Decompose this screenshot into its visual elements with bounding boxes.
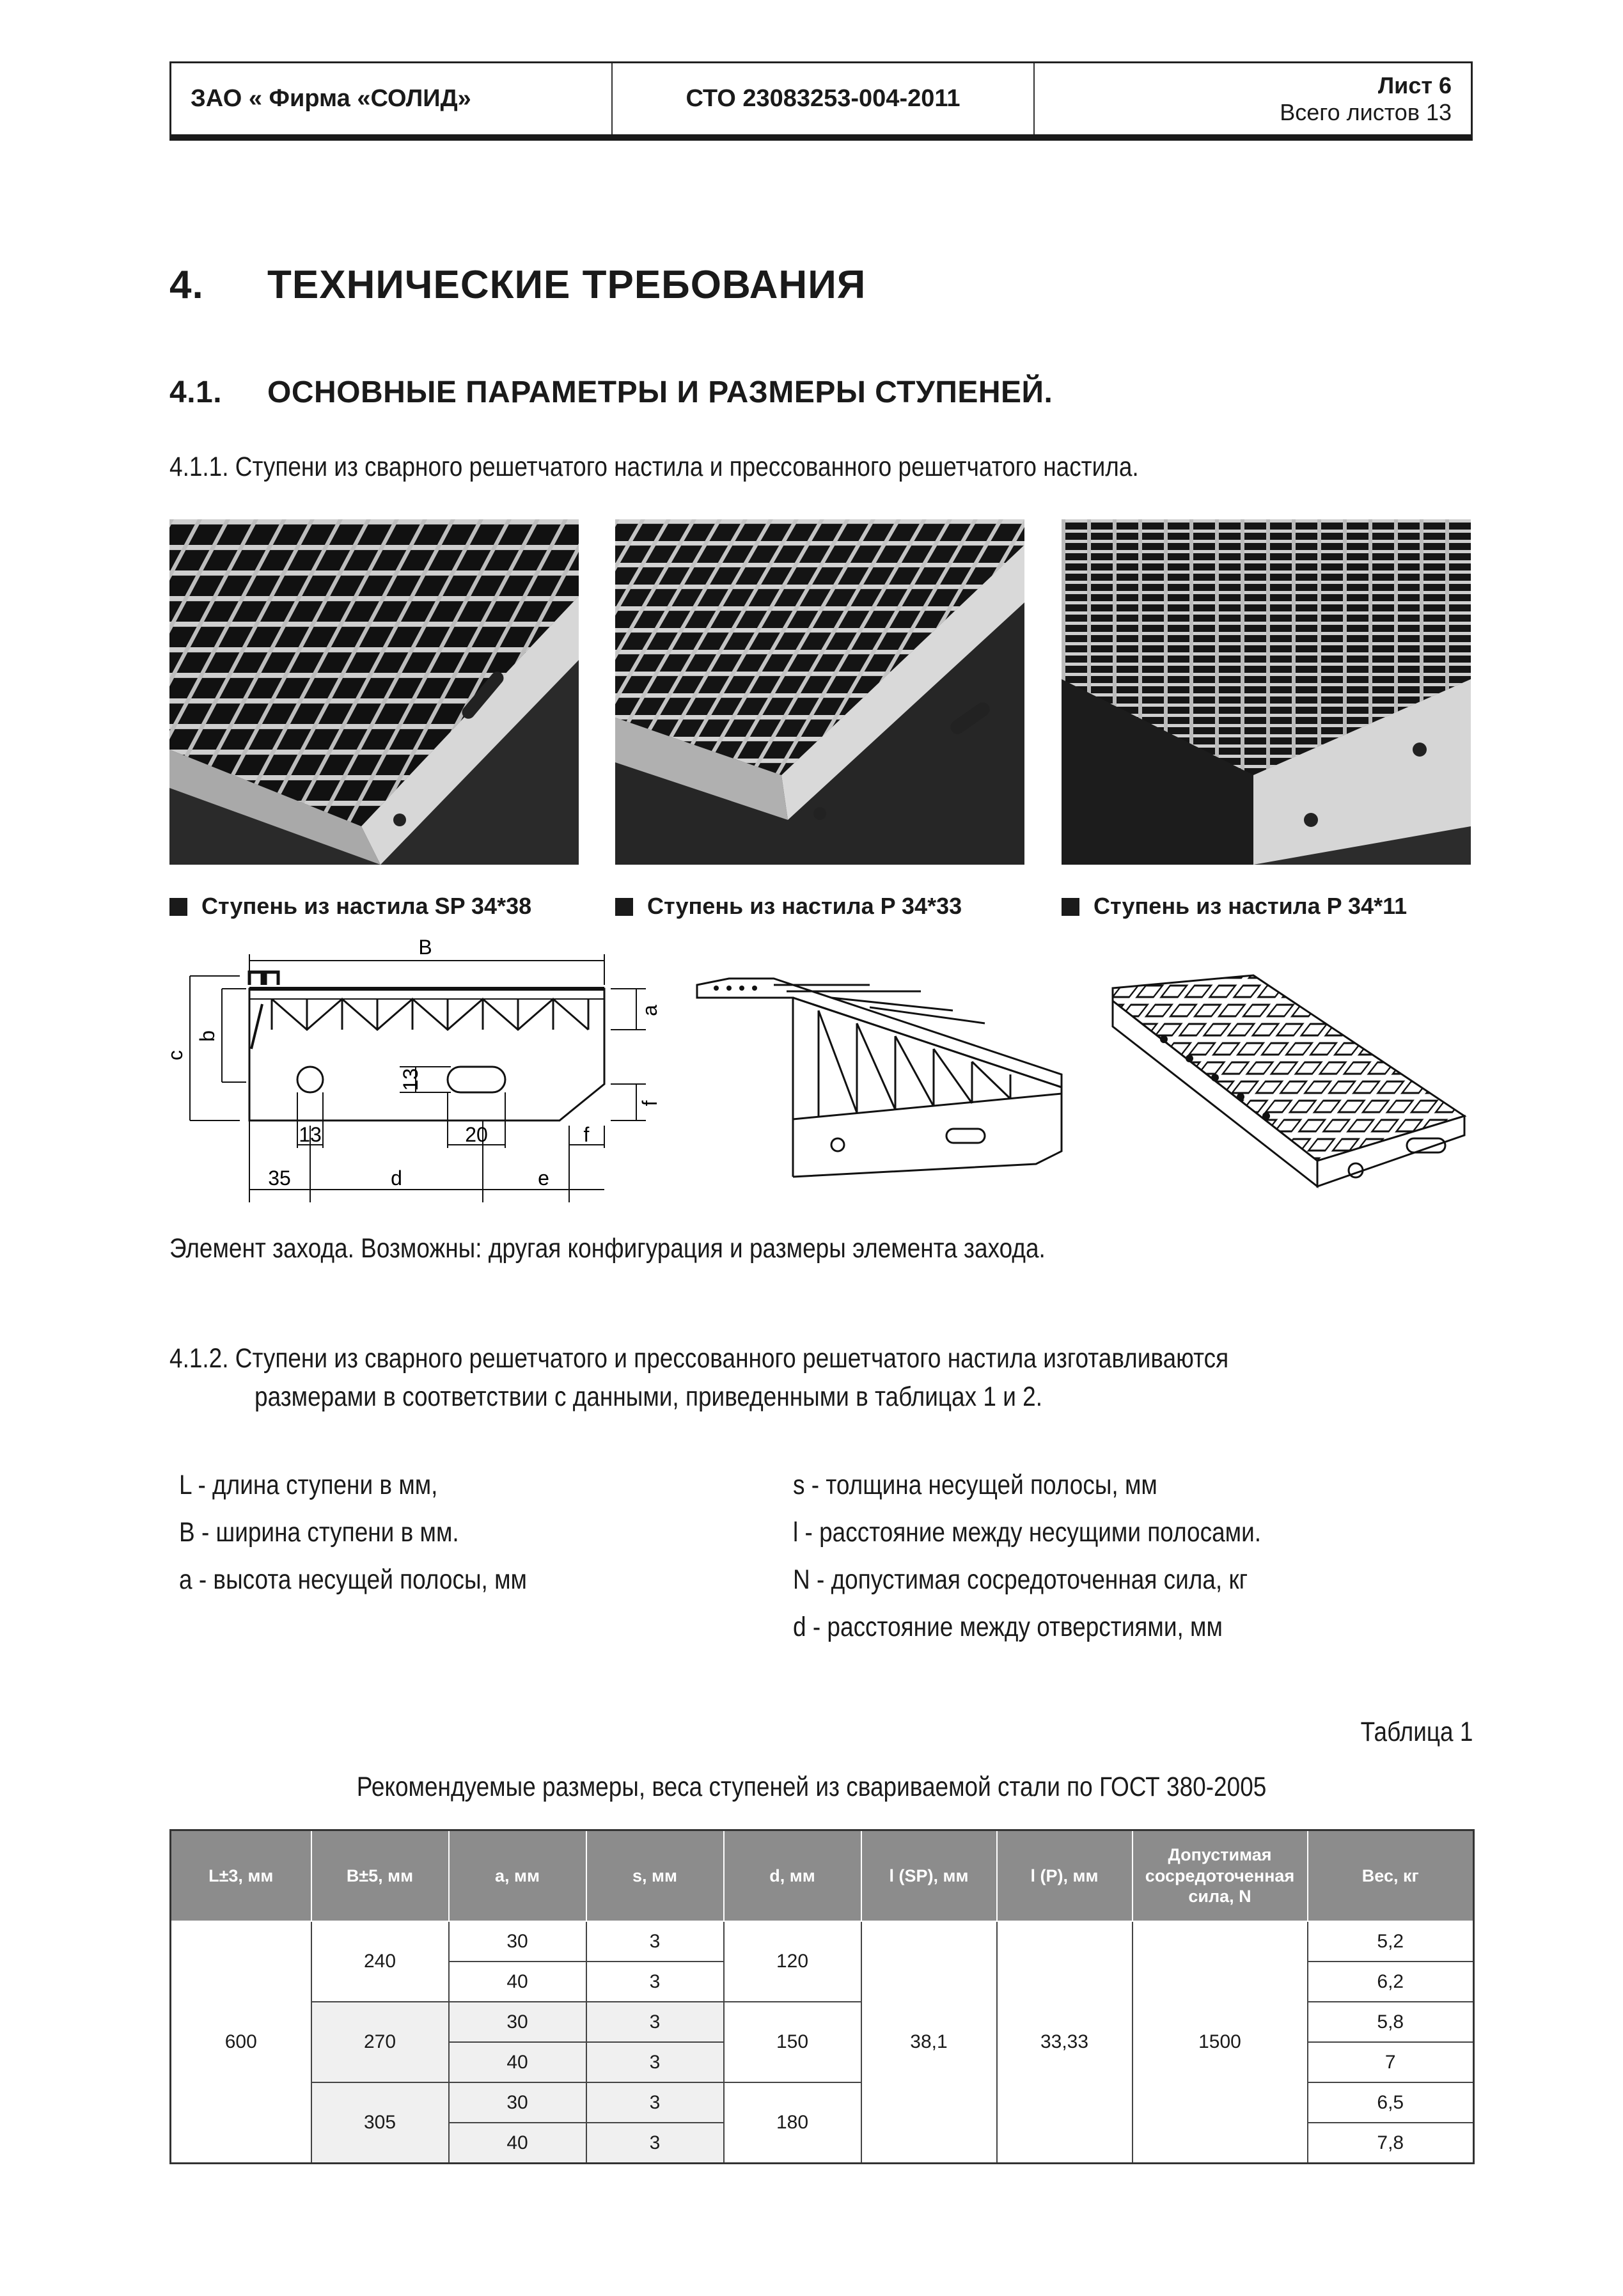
page-header: [169, 61, 1473, 141]
cell-weight: 6,5: [1308, 2082, 1474, 2123]
col-header-s: s, мм: [586, 1830, 724, 1922]
cell-s: 3: [586, 2042, 724, 2082]
cell-weight: 6,2: [1308, 1962, 1474, 2002]
entry-element-note: Элемент захода. Возможны: другая конфигурация и размеры элемента захода.: [169, 1233, 1046, 1264]
table-header-row: [171, 1830, 1474, 1922]
section-number: 4.: [169, 263, 204, 307]
dim-label-f: f: [638, 1100, 661, 1106]
bullet-square-icon: [1062, 898, 1079, 916]
legend-d: d - расстояние между отверстиями, мм: [793, 1612, 1223, 1642]
subsection-title: ОСНОВНЫЕ ПАРАМЕТРЫ И РАЗМЕРЫ СТУПЕНЕЙ.: [267, 375, 1053, 409]
sheet-total: Всего листов 13: [1280, 98, 1452, 125]
cell-a: 40: [449, 2042, 586, 2082]
table-row: [171, 1921, 1474, 1962]
dim-label-13-vertical: 13: [399, 1068, 422, 1091]
col-header-l-sp: l (SP), мм: [861, 1830, 997, 1922]
col-header-force: Допустимая сосредоточенная сила, N: [1133, 1830, 1308, 1922]
col-header-a: a, мм: [449, 1830, 586, 1922]
cell-d: 150: [724, 2002, 861, 2082]
cell-a: 30: [449, 1921, 586, 1962]
col-header-d: d, мм: [724, 1830, 861, 1922]
section-title: ТЕХНИЧЕСКИЕ ТРЕБОВАНИЯ: [267, 263, 866, 307]
dim-label-20: 20: [465, 1123, 488, 1146]
caption-sp-34x38: Ступень из настила SP 34*38: [169, 893, 531, 920]
paragraph-4-1-1: 4.1.1. Ступени из сварного решетчатого настила и прессованного решетчатого настила.: [169, 452, 1139, 482]
table-1: [169, 1829, 1475, 2164]
cell-l-p: 33,33: [997, 1921, 1133, 2164]
col-header-L: L±3, мм: [171, 1830, 311, 1922]
dim-label-d: d: [391, 1167, 402, 1190]
cell-a: 40: [449, 2123, 586, 2164]
cell-weight: 7,8: [1308, 2123, 1474, 2164]
cell-weight: 5,8: [1308, 2002, 1474, 2042]
cell-a: 30: [449, 2082, 586, 2123]
cell-L: 600: [171, 1921, 311, 2164]
col-header-l-p: l (P), мм: [997, 1830, 1133, 1922]
cell-l-sp: 38,1: [861, 1921, 997, 2164]
company-name: ЗАО « Фирма «СОЛИД»: [171, 63, 613, 134]
sheet-number: Лист 6: [1377, 72, 1452, 99]
standard-code: СТО 23083253-004-2011: [613, 63, 1035, 134]
bullet-square-icon: [615, 898, 633, 916]
table-1-title: Рекомендуемые размеры, веса ступеней из свариваемой стали по ГОСТ 380-2005: [356, 1772, 1267, 1802]
dim-label-a: a: [638, 1005, 661, 1016]
dim-label-f-bottom: f: [583, 1123, 590, 1146]
cell-force: 1500: [1133, 1921, 1308, 2164]
paragraph-4-1-2-line-2: размерами в соответствии с данными, приведенными в таблицах 1 и 2.: [255, 1381, 1042, 1412]
cell-s: 3: [586, 1921, 724, 1962]
legend-N: N - допустимая сосредоточенная сила, кг: [793, 1564, 1248, 1595]
dim-label-35: 35: [268, 1167, 291, 1190]
caption-p-34x33: Ступень из настила P 34*33: [615, 893, 962, 920]
legend-a: a - высота несущей полосы, мм: [179, 1564, 527, 1595]
cell-B: 305: [311, 2082, 449, 2164]
legend-B: B - ширина ступени в мм.: [179, 1517, 459, 1548]
cell-weight: 5,2: [1308, 1921, 1474, 1962]
dim-label-c: c: [164, 1050, 187, 1060]
col-header-weight: Вес, кг: [1308, 1830, 1474, 1922]
paragraph-4-1-2-line-1: 4.1.2. Ступени из сварного решетчатого и прессованного решетчатого настила изготавливаются: [169, 1343, 1229, 1374]
caption-p-34x11: Ступень из настила P 34*11: [1062, 893, 1407, 920]
legend-s: s - толщина несущей полосы, мм: [793, 1470, 1157, 1500]
dim-label-b: b: [196, 1030, 219, 1042]
step-isometric-drawing-2: [1087, 963, 1471, 1193]
legend-l: l - расстояние между несущими полосами.: [793, 1517, 1262, 1548]
cell-s: 3: [586, 1962, 724, 2002]
dim-label-e: e: [538, 1167, 549, 1190]
cell-d: 120: [724, 1921, 861, 2002]
cell-s: 3: [586, 2123, 724, 2164]
cell-d: 180: [724, 2082, 861, 2164]
cell-a: 40: [449, 1962, 586, 2002]
dim-label-B: B: [418, 936, 432, 959]
legend-L: L - длина ступени в мм,: [179, 1470, 438, 1500]
cell-a: 30: [449, 2002, 586, 2042]
step-isometric-drawing-1: [678, 972, 1068, 1177]
cell-weight: 7: [1308, 2042, 1474, 2082]
cell-B: 270: [311, 2002, 449, 2082]
dim-label-13: 13: [299, 1123, 322, 1146]
cell-s: 3: [586, 2002, 724, 2042]
col-header-B: B±5, мм: [311, 1830, 449, 1922]
subsection-number: 4.1.: [169, 375, 223, 409]
cell-s: 3: [586, 2082, 724, 2123]
cell-B: 240: [311, 1921, 449, 2002]
photo-step-p-34x33: [615, 519, 1024, 865]
photo-step-sp-34x38: [169, 519, 579, 865]
photo-step-p-34x11: [1062, 519, 1471, 865]
bullet-square-icon: [169, 898, 187, 916]
table-1-label: Таблица 1: [1360, 1717, 1473, 1747]
sheet-info: [1035, 63, 1471, 134]
step-dimension-drawing: [164, 934, 687, 1202]
